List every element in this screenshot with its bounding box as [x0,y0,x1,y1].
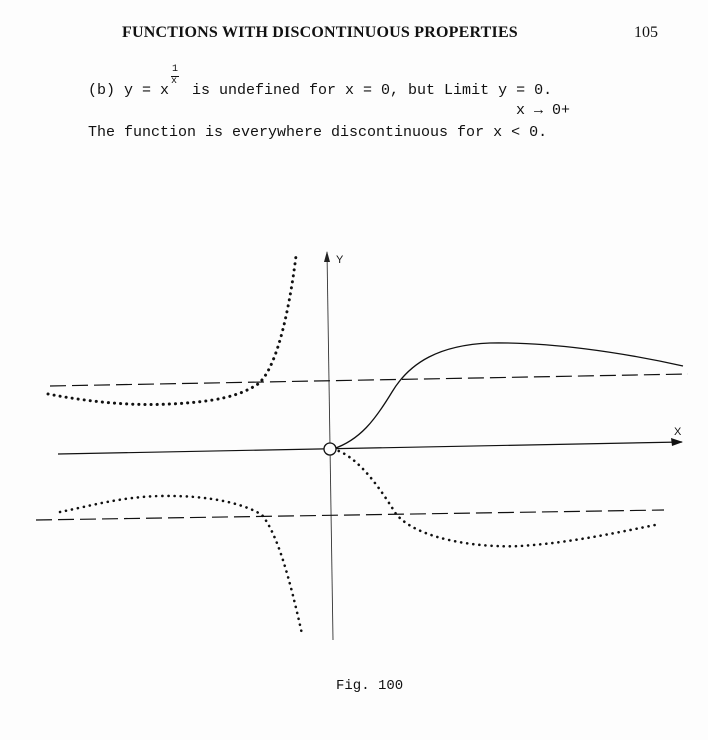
exponent-denominator: x [171,76,178,87]
y-axis-arrowhead [324,251,330,262]
running-header-title: FUNCTIONS WITH DISCONTINUOUS PROPERTIES [122,24,518,41]
exponent-numerator: 1 [172,64,179,75]
figure-caption: Fig. 100 [336,678,404,694]
origin-open-circle [324,443,336,455]
x-axis-label: X [674,426,682,438]
text-line-2: The function is everywhere discontinuous for x < 0. [88,124,548,141]
x-axis-arrowhead [671,438,683,446]
y-axis-label: Y [336,254,344,266]
limit-subscript: x → 0+ [516,102,571,119]
lower-right-dotted-branch [333,449,660,546]
positive-branch-curve [333,343,683,449]
x-axis [58,442,682,454]
upper-dashed-asymptote [50,374,688,386]
page-number: 105 [634,24,658,41]
text-line-1-end: is undefined for x = 0, but Limit y = 0. [183,82,553,99]
text-line-1-start: (b) y = x [88,82,170,99]
lower-dashed-asymptote [36,510,664,520]
